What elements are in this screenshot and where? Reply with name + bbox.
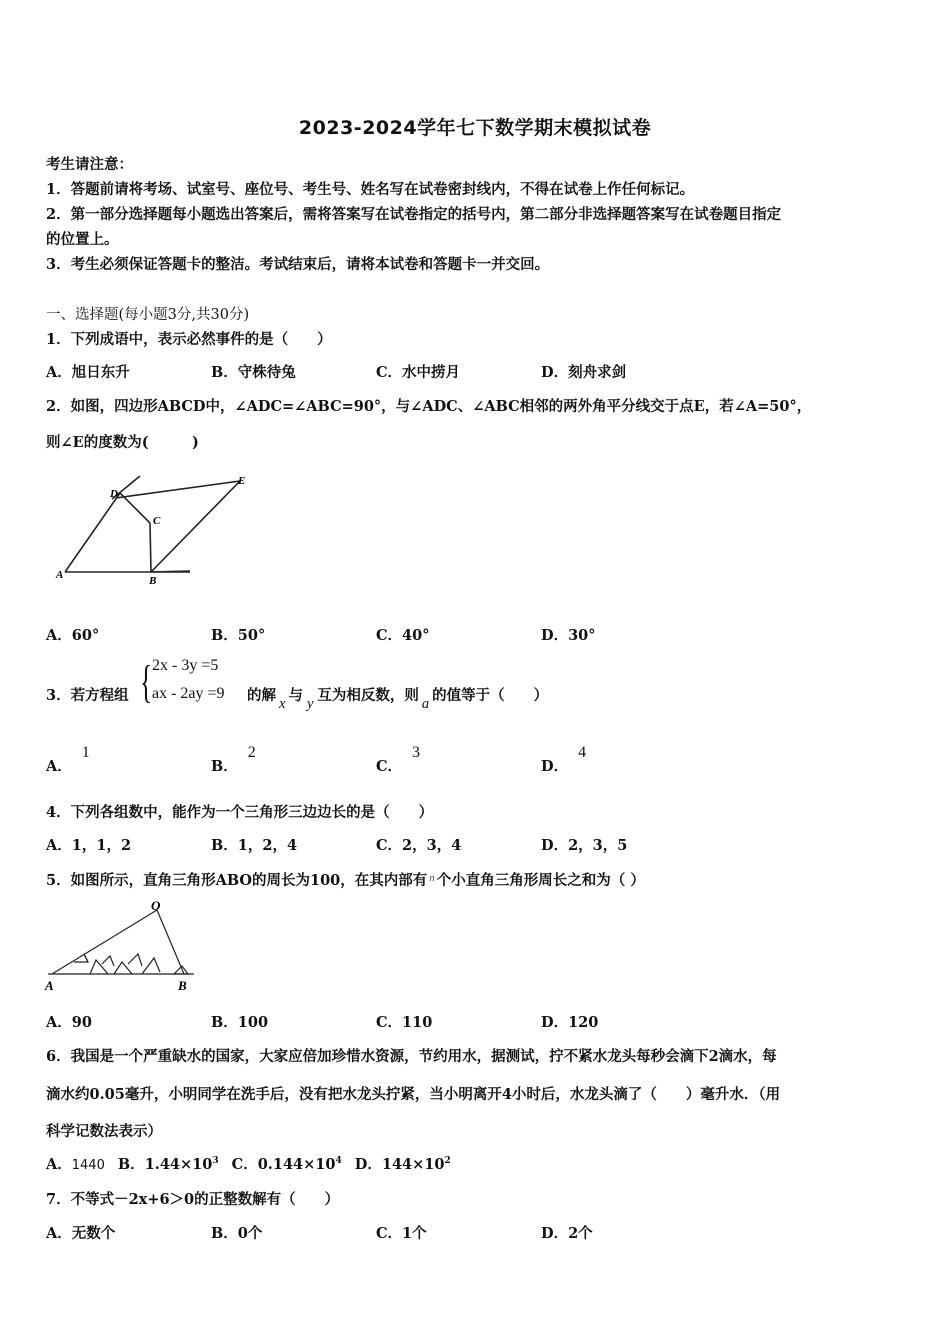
var-a: a — [421, 696, 430, 712]
question-6-stem-cont: 科学记数法表示） — [46, 1123, 162, 1140]
question-3-prefix: 3．若方程组 — [46, 687, 129, 704]
label-B: B — [149, 575, 157, 587]
question-4-stem: 4．下列各组数中，能作为一个三角形三边边长的是（ ） — [46, 804, 434, 821]
question-6-stem-cont: 滴水约0.05毫升，小明同学在洗手后，没有把水龙头拧紧，当小明离开4小时后，水龙头滴了（ ）毫升水．（用 — [46, 1086, 781, 1103]
var-x: x — [279, 696, 286, 712]
q1-option-c: C．水中捞月 — [376, 364, 461, 381]
equation-2: ax - 2ay =9 — [152, 685, 225, 702]
question-1-stem: 1．下列成语中，表示必然事件的是（ ） — [46, 331, 332, 348]
segment-DE — [116, 481, 240, 498]
q5-triangle-figure — [44, 896, 204, 996]
label-O: O — [151, 898, 161, 913]
q4-option-c: C．2，3，4 — [376, 837, 462, 854]
question-2-stem-cont: 则∠E的度数为( ) — [46, 434, 199, 451]
q5-option-d: D．120 — [541, 1014, 599, 1031]
question-7-stem: 7．不等式－2x+6＞0的正整数解有（ ） — [46, 1191, 340, 1208]
q2-option-d: D．30° — [541, 627, 596, 644]
question-2-stem: 2．如图，四边形ABCD中，∠ADC=∠ABC=90°，与∠ADC、∠ABC相邻的两外角平分线交于点E，若∠A=50°， — [46, 398, 812, 415]
notice-line: 1．答题前请将考场、试室号、座位号、考生号、姓名写在试卷密封线内，不得在试卷上作任何标记。 — [46, 181, 695, 198]
q4-option-a: A．1，1，2 — [46, 837, 132, 854]
small-triangle-4 — [114, 962, 132, 974]
label-C: C — [153, 515, 161, 527]
q2-option-b: B．50° — [211, 627, 266, 644]
question-6-stem: 6．我国是一个严重缺水的国家，大家应倍加珍惜水资源，节约用水，据测试，拧不紧水龙头每秒会滴下2滴水，每 — [46, 1048, 777, 1065]
q1-option-b: B．守株待兔 — [211, 364, 296, 381]
brace-glyph: { — [140, 656, 153, 707]
segment-DC — [120, 493, 150, 523]
q7-option-c: C．1个 — [376, 1225, 427, 1242]
small-triangle-5 — [128, 954, 142, 966]
var-n: n — [429, 872, 435, 884]
q3-option-c: C．3 — [376, 744, 421, 775]
small-triangle-3 — [102, 956, 114, 966]
page-title: 2023-2024学年七下数学期末模拟试卷 — [298, 117, 652, 139]
q4-option-b: B．1，2，4 — [211, 837, 298, 854]
equation-system — [140, 657, 250, 711]
question-3-body: 的解 x 与 y 互为相反数，则 a 的值等于（ ） — [247, 687, 549, 712]
var-y: y — [306, 696, 314, 712]
small-triangle-7 — [174, 966, 188, 974]
label-D: D — [110, 488, 118, 500]
small-triangle-2 — [90, 960, 108, 974]
notice-line: 2．第一部分选择题每小题选出答案后，需将答案写在试卷指定的括号内，第二部分非选择题答案写在试卷题目指定 — [46, 206, 782, 223]
q7-option-d: D．2个 — [541, 1225, 593, 1242]
section-heading: 一、选择题(每小题3分,共30分) — [46, 307, 250, 323]
segment-CB — [150, 523, 151, 572]
q2-option-a: A．60° — [46, 627, 100, 644]
segment-AD — [65, 493, 120, 572]
q7-option-a: A．无数个 — [46, 1225, 116, 1242]
q6-option-a: A．1440 — [46, 1156, 105, 1173]
q6-option-b: B．$1.44\times 10^3$ — [117, 1156, 219, 1173]
q2-quadrilateral-figure — [50, 468, 255, 588]
q6-option-d: D．$144\times 10^2$ — [354, 1156, 451, 1173]
label-B: B — [178, 978, 187, 993]
q1-option-d: D．刻舟求剑 — [541, 364, 627, 381]
q7-option-b: B．0个 — [211, 1225, 263, 1242]
label-E: E — [238, 475, 246, 487]
q2-option-c: C．40° — [376, 627, 430, 644]
label-A: A — [56, 569, 64, 581]
q3-option-a: A．1 — [46, 744, 90, 775]
label-A: A — [45, 978, 54, 993]
q4-option-d: D．2，3，5 — [541, 837, 628, 854]
q5-option-c: C．110 — [376, 1014, 433, 1031]
q3-option-d: D．4 — [541, 744, 587, 775]
q5-option-a: A．90 — [46, 1014, 92, 1031]
q1-option-a: A．旭日东升 — [46, 364, 130, 381]
small-triangle-6 — [142, 958, 160, 974]
segment-B-ext — [150, 571, 190, 572]
triangle-leg — [157, 910, 184, 974]
q3-option-b: B．2 — [211, 744, 256, 775]
segment-BE — [151, 481, 240, 572]
q6-option-c: C．$0.144\times 10^4$ — [231, 1156, 342, 1173]
question-5-stem: 5．如图所示，直角三角形ABO的周长为100，在其内部有 $^n$ 个小直角三角形周长之和为（ ） — [46, 872, 645, 889]
q5-option-b: B．100 — [211, 1014, 269, 1031]
q6-options — [46, 1153, 451, 1174]
equation-1: 2x - 3y =5 — [152, 657, 219, 674]
notice-heading: 考生请注意： — [46, 156, 133, 173]
notice-line: 的位置上。 — [46, 231, 119, 248]
notice-line: 3．考生必须保证答题卡的整洁。考试结束后，请将本试卷和答题卡一并交回。 — [46, 256, 550, 273]
